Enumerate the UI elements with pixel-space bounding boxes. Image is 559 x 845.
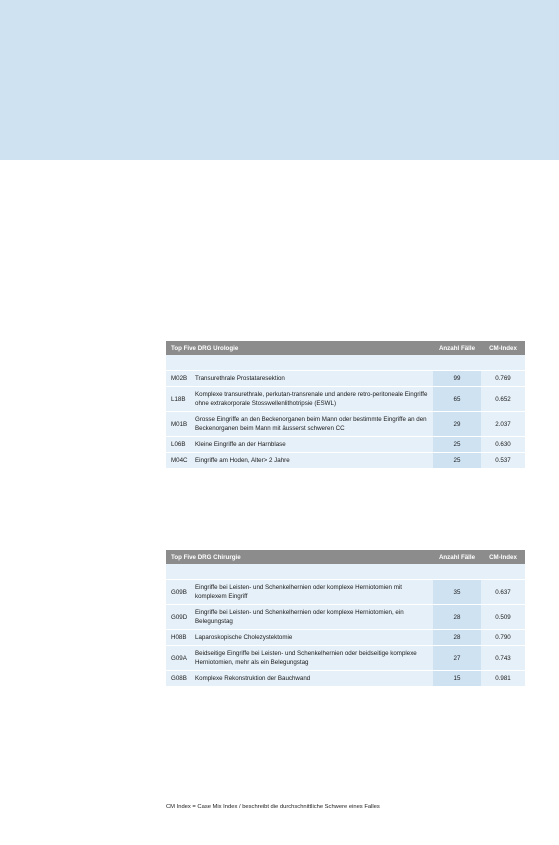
drg-description: Eingriffe am Hoden, Alter> 2 Jahre bbox=[195, 457, 290, 464]
table-title: Top Five DRG Chirurgie bbox=[171, 553, 241, 561]
drg-description: Transurethrale Prostataresektion bbox=[195, 375, 285, 382]
table-row bbox=[166, 371, 525, 387]
cm-index: 0.981 bbox=[495, 675, 511, 682]
cm-index: 0.769 bbox=[495, 375, 511, 382]
cm-index: 0.743 bbox=[495, 654, 511, 662]
chirurgie-table bbox=[166, 550, 525, 687]
count-column-header: Anzahl Fälle bbox=[438, 553, 476, 561]
header-band bbox=[0, 0, 559, 160]
case-count: 35 bbox=[433, 580, 481, 604]
cm-index: 0.509 bbox=[495, 613, 511, 621]
drg-description: Eingriffe bei Leisten- und Schenkelhernien oder komplexe Herniotomien, ein Belegungstag bbox=[195, 609, 404, 625]
drg-code: L06B bbox=[171, 441, 186, 448]
table-header bbox=[166, 550, 525, 564]
cm-index: 0.537 bbox=[495, 457, 511, 464]
drg-code: L18B bbox=[171, 395, 186, 403]
table-header bbox=[166, 341, 525, 355]
drg-code: G09B bbox=[171, 588, 187, 596]
case-count: 29 bbox=[433, 412, 481, 436]
table-spacer bbox=[166, 564, 525, 580]
drg-code: G09D bbox=[171, 613, 188, 621]
drg-description: Kleine Eingriffe an der Harnblase bbox=[195, 441, 286, 448]
drg-description: Komplexe transurethrale, perkutan-transrenale und andere retro-peritoneale Eingriffe ohne extrakorporale Stosswellenlithotripsie (ESWL) bbox=[195, 391, 428, 407]
cmi-column-header: CM-Index bbox=[489, 344, 517, 352]
table-row bbox=[166, 412, 525, 437]
case-count: 25 bbox=[433, 437, 481, 452]
drg-code: M02B bbox=[171, 375, 188, 382]
case-count: 28 bbox=[433, 630, 481, 645]
drg-code: G08B bbox=[171, 675, 187, 682]
footnote: CM Index = Case Mix Index / beschreibt die durchschnittliche Schwere eines Falles bbox=[166, 804, 380, 810]
drg-code: H08B bbox=[171, 634, 187, 641]
table-row bbox=[166, 630, 525, 646]
count-column-header: Anzahl Fälle bbox=[438, 344, 476, 352]
cm-index: 2.037 bbox=[495, 420, 511, 428]
drg-code: G09A bbox=[171, 654, 187, 662]
cmi-column-header: CM-Index bbox=[489, 553, 517, 561]
urologie-table bbox=[166, 341, 525, 469]
case-count: 28 bbox=[433, 605, 481, 629]
drg-code: M04C bbox=[171, 457, 188, 464]
drg-description: Beidseitige Eingriffe bei Leisten- und Schenkelhernien oder beidseitige komplexe Herniotomien, mehr als ein Belegungstag bbox=[195, 650, 417, 666]
table-row bbox=[166, 646, 525, 671]
table-row bbox=[166, 671, 525, 687]
cm-index: 0.652 bbox=[495, 395, 511, 403]
case-count: 27 bbox=[433, 646, 481, 670]
case-count: 99 bbox=[433, 371, 481, 386]
cm-index: 0.637 bbox=[495, 588, 511, 596]
case-count: 15 bbox=[433, 671, 481, 686]
table-row bbox=[166, 453, 525, 469]
table-spacer bbox=[166, 355, 525, 371]
drg-description: Grosse Eingriffe an den Beckenorganen beim Mann oder bestimmte Eingriffe an den Beckenorganen beim Mann mit äusserst schweren CC bbox=[195, 416, 427, 432]
table-row bbox=[166, 387, 525, 412]
case-count: 25 bbox=[433, 453, 481, 468]
drg-description: Eingriffe bei Leisten- und Schenkelhernien oder komplexe Herniotomien mit komplexem Eingriff bbox=[195, 584, 402, 600]
table-row bbox=[166, 605, 525, 630]
drg-code: M01B bbox=[171, 420, 188, 428]
drg-description: Laparoskopische Cholezystektomie bbox=[195, 634, 293, 641]
case-count: 65 bbox=[433, 387, 481, 411]
cm-index: 0.790 bbox=[495, 634, 511, 641]
cm-index: 0.630 bbox=[495, 441, 511, 448]
table-title: Top Five DRG Urologie bbox=[171, 344, 239, 352]
table-row bbox=[166, 437, 525, 453]
table-row bbox=[166, 580, 525, 605]
drg-description: Komplexe Rekonstruktion der Bauchwand bbox=[195, 675, 311, 682]
